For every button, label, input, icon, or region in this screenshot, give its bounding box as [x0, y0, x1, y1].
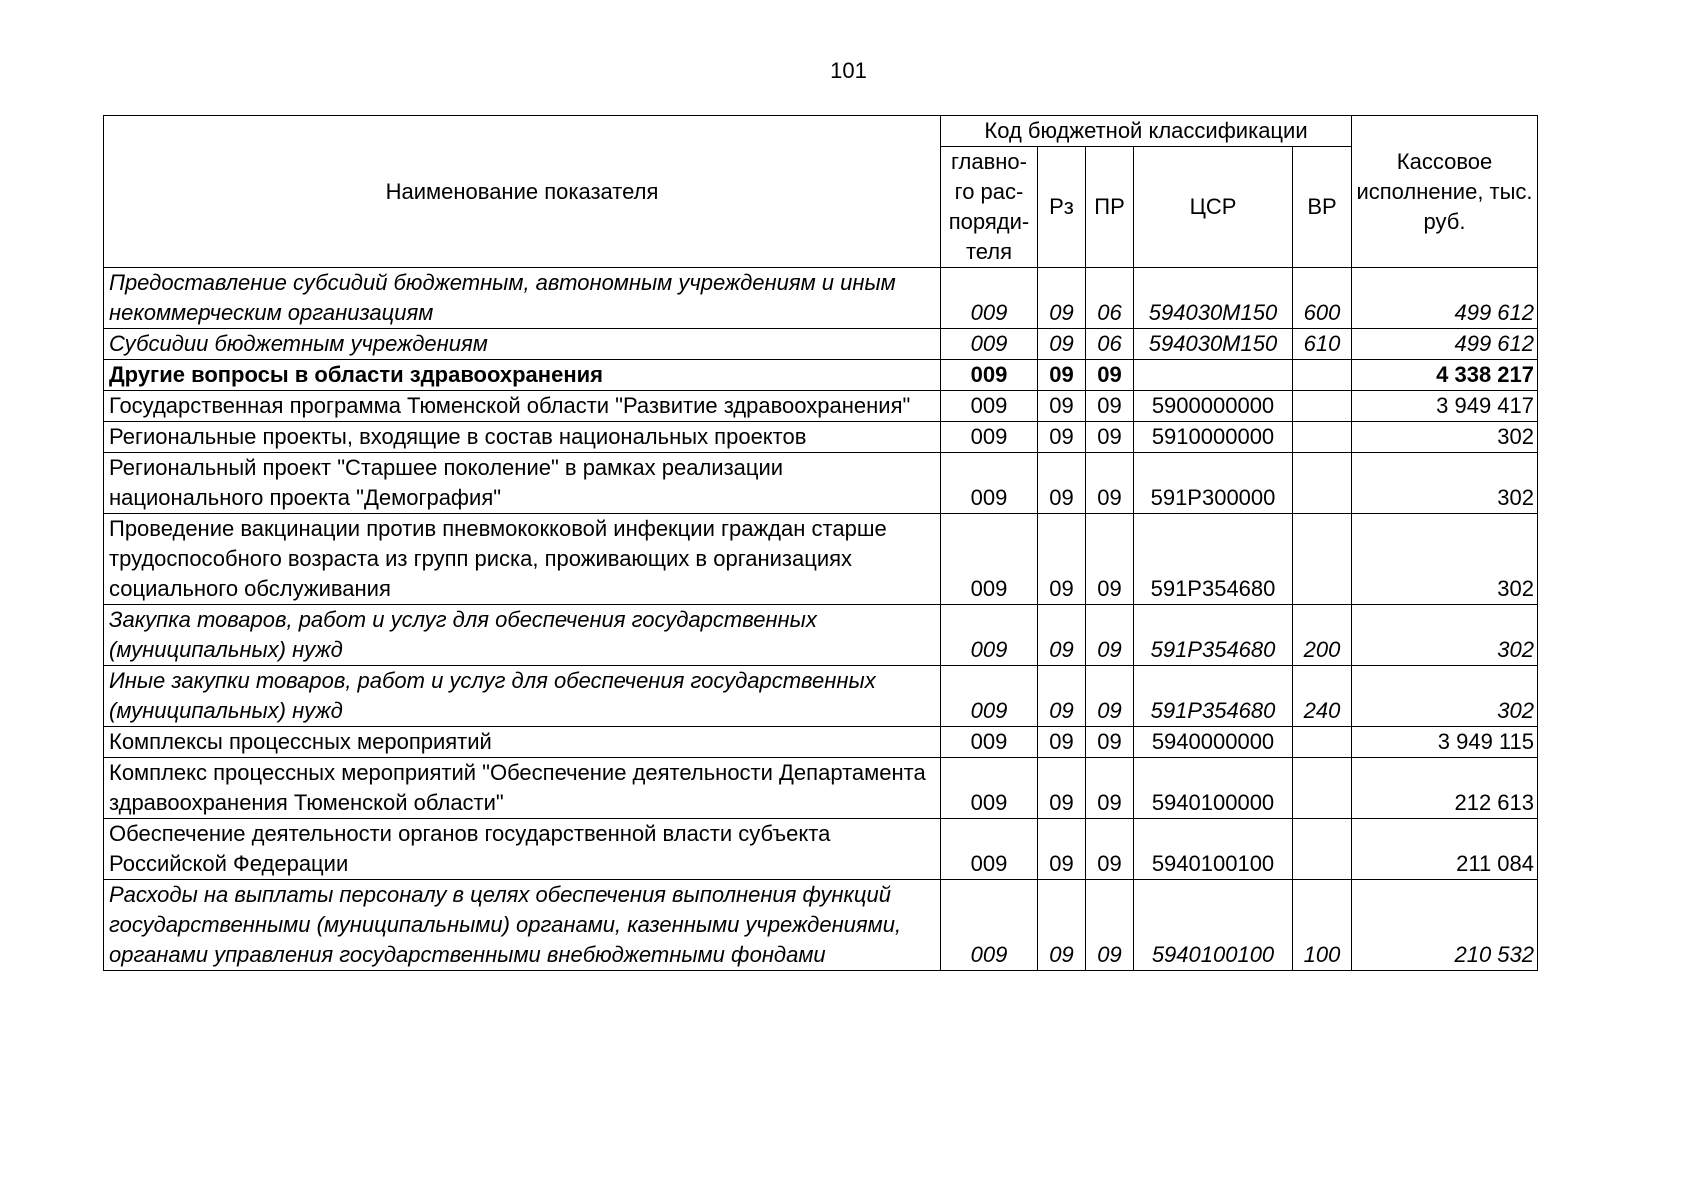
header-csr: ЦСР — [1134, 147, 1293, 268]
row-rz-code: 09 — [1038, 360, 1086, 391]
row-csr-code: 5940100100 — [1134, 880, 1293, 971]
row-vr-code — [1293, 727, 1352, 758]
row-main-admin-code: 009 — [941, 666, 1038, 727]
row-vr-code — [1293, 514, 1352, 605]
row-csr-code: 594030М150 — [1134, 268, 1293, 329]
row-amount: 302 — [1352, 666, 1538, 727]
row-amount: 210 532 — [1352, 880, 1538, 971]
row-main-admin-code: 009 — [941, 819, 1038, 880]
table-row — [104, 391, 1538, 422]
header-rz: Рз — [1038, 147, 1086, 268]
header-code-group: Код бюджетной классификации — [941, 116, 1352, 147]
table-row — [104, 360, 1538, 391]
row-vr-code: 610 — [1293, 329, 1352, 360]
row-pr-code: 09 — [1086, 605, 1134, 666]
row-name: Расходы на выплаты персоналу в целях обеспечения выполнения функций государственными (муниципальными) органами, казенными учреждениями, органами управления государственными внебюджетными фондами — [104, 880, 941, 971]
row-csr-code: 5910000000 — [1134, 422, 1293, 453]
row-rz-code: 09 — [1038, 605, 1086, 666]
row-rz-code: 09 — [1038, 819, 1086, 880]
row-vr-code — [1293, 758, 1352, 819]
row-rz-code: 09 — [1038, 453, 1086, 514]
row-pr-code: 09 — [1086, 360, 1134, 391]
table-row — [104, 422, 1538, 453]
table-row — [104, 268, 1538, 329]
row-amount: 302 — [1352, 422, 1538, 453]
row-main-admin-code: 009 — [941, 268, 1038, 329]
row-amount: 211 084 — [1352, 819, 1538, 880]
row-rz-code: 09 — [1038, 391, 1086, 422]
row-csr-code — [1134, 360, 1293, 391]
table-row — [104, 514, 1538, 605]
row-amount: 499 612 — [1352, 329, 1538, 360]
row-amount: 4 338 217 — [1352, 360, 1538, 391]
row-name: Иные закупки товаров, работ и услуг для обеспечения государственных (муниципальных) нужд — [104, 666, 941, 727]
row-csr-code: 591Р300000 — [1134, 453, 1293, 514]
table-row — [104, 329, 1538, 360]
table-row — [104, 758, 1538, 819]
row-rz-code: 09 — [1038, 880, 1086, 971]
row-main-admin-code: 009 — [941, 360, 1038, 391]
row-pr-code: 09 — [1086, 422, 1134, 453]
row-csr-code: 591Р354680 — [1134, 605, 1293, 666]
row-vr-code — [1293, 391, 1352, 422]
row-pr-code: 09 — [1086, 453, 1134, 514]
row-amount: 212 613 — [1352, 758, 1538, 819]
row-pr-code: 06 — [1086, 329, 1134, 360]
row-main-admin-code: 009 — [941, 727, 1038, 758]
row-name: Другие вопросы в области здравоохранения — [104, 360, 941, 391]
row-name: Субсидии бюджетным учреждениям — [104, 329, 941, 360]
page-number — [0, 58, 1697, 84]
header-name: Наименование показателя — [104, 116, 941, 268]
row-name: Комплекс процессных мероприятий "Обеспечение деятельности Департамента здравоохранения Тюменской области" — [104, 758, 941, 819]
row-main-admin-code: 009 — [941, 391, 1038, 422]
row-pr-code: 09 — [1086, 666, 1134, 727]
table-header — [104, 116, 1538, 268]
row-name: Региональные проекты, входящие в состав национальных проектов — [104, 422, 941, 453]
row-amount: 499 612 — [1352, 268, 1538, 329]
row-amount: 302 — [1352, 514, 1538, 605]
row-amount: 302 — [1352, 605, 1538, 666]
row-pr-code: 09 — [1086, 880, 1134, 971]
row-csr-code: 591Р354680 — [1134, 666, 1293, 727]
row-rz-code: 09 — [1038, 268, 1086, 329]
row-name: Обеспечение деятельности органов государственной власти субъекта Российской Федерации — [104, 819, 941, 880]
row-vr-code — [1293, 422, 1352, 453]
row-csr-code: 594030М150 — [1134, 329, 1293, 360]
row-name: Предоставление субсидий бюджетным, автономным учреждениям и иным некоммерческим организациям — [104, 268, 941, 329]
row-main-admin-code: 009 — [941, 758, 1038, 819]
row-vr-code: 200 — [1293, 605, 1352, 666]
row-rz-code: 09 — [1038, 758, 1086, 819]
header-amount: Кассовое исполнение, тыс. руб. — [1352, 116, 1538, 268]
row-csr-code: 591Р354680 — [1134, 514, 1293, 605]
row-pr-code: 09 — [1086, 514, 1134, 605]
row-main-admin-code: 009 — [941, 422, 1038, 453]
row-name: Проведение вакцинации против пневмококковой инфекции граждан старше трудоспособного возраста из групп риска, проживающих в организациях социального обслуживания — [104, 514, 941, 605]
row-pr-code: 09 — [1086, 819, 1134, 880]
row-pr-code: 09 — [1086, 758, 1134, 819]
row-amount: 302 — [1352, 453, 1538, 514]
row-vr-code: 600 — [1293, 268, 1352, 329]
table-row — [104, 605, 1538, 666]
table-row — [104, 880, 1538, 971]
row-rz-code: 09 — [1038, 422, 1086, 453]
row-main-admin-code: 009 — [941, 880, 1038, 971]
row-csr-code: 5900000000 — [1134, 391, 1293, 422]
table-row — [104, 819, 1538, 880]
row-vr-code — [1293, 819, 1352, 880]
row-pr-code: 09 — [1086, 727, 1134, 758]
row-pr-code: 09 — [1086, 391, 1134, 422]
row-rz-code: 09 — [1038, 727, 1086, 758]
row-vr-code: 100 — [1293, 880, 1352, 971]
table-row — [104, 453, 1538, 514]
row-name: Региональный проект "Старшее поколение" в рамках реализации национального проекта "Демография" — [104, 453, 941, 514]
table-row — [104, 727, 1538, 758]
row-name: Закупка товаров, работ и услуг для обеспечения государственных (муниципальных) нужд — [104, 605, 941, 666]
header-vr: ВР — [1293, 147, 1352, 268]
row-csr-code: 5940100000 — [1134, 758, 1293, 819]
row-main-admin-code: 009 — [941, 453, 1038, 514]
header-main-admin: главно-го рас-поряди-теля — [941, 147, 1038, 268]
row-main-admin-code: 009 — [941, 514, 1038, 605]
row-rz-code: 09 — [1038, 666, 1086, 727]
row-main-admin-code: 009 — [941, 605, 1038, 666]
table-row — [104, 666, 1538, 727]
row-vr-code — [1293, 453, 1352, 514]
header-pr: ПР — [1086, 147, 1134, 268]
row-vr-code — [1293, 360, 1352, 391]
row-pr-code: 06 — [1086, 268, 1134, 329]
row-amount: 3 949 115 — [1352, 727, 1538, 758]
budget-execution-table — [103, 115, 1538, 971]
row-main-admin-code: 009 — [941, 329, 1038, 360]
row-amount: 3 949 417 — [1352, 391, 1538, 422]
row-name: Комплексы процессных мероприятий — [104, 727, 941, 758]
row-csr-code: 5940000000 — [1134, 727, 1293, 758]
table-body — [104, 268, 1538, 971]
row-csr-code: 5940100100 — [1134, 819, 1293, 880]
row-rz-code: 09 — [1038, 329, 1086, 360]
row-rz-code: 09 — [1038, 514, 1086, 605]
row-vr-code: 240 — [1293, 666, 1352, 727]
row-name: Государственная программа Тюменской области "Развитие здравоохранения" — [104, 391, 941, 422]
page-number-text: 101 — [830, 58, 867, 83]
